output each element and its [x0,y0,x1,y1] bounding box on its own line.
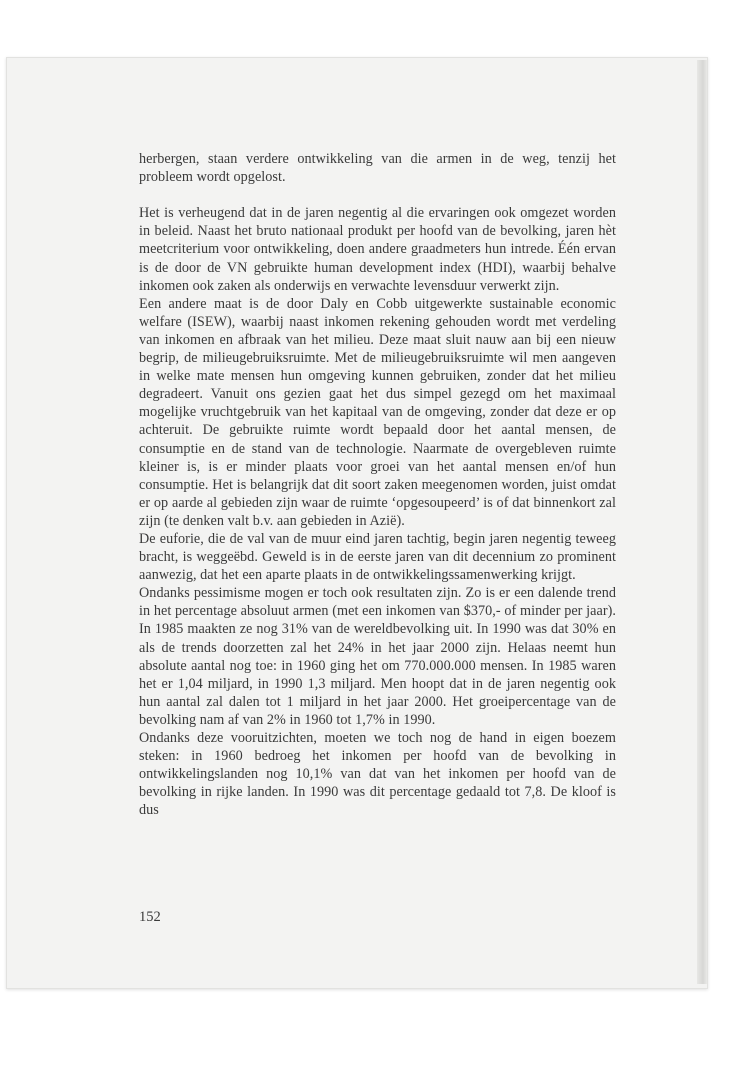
paragraph: De euforie, die de val van de muur eind jaren tachtig, begin jaren negentig teweeg bracht, is weggeëbd. Geweld is in de eerste jaren van dit decennium zo prominent aanwezig, dat het een aparte plaats in de ontwikkelingssamenwerking krijgt. [139,530,616,584]
page-edge [697,60,707,984]
paragraph: Ondanks deze vooruitzichten, moeten we toch nog de hand in eigen boezem steken: in 1960 bedroeg het inkomen per hoofd van de bevolking in ontwikkelingslanden nog 10,1% van dat van het inkomen per hoofd van de bevolking in rijke landen. In 1990 was dit percentage gedaald tot 7,8. De kloof is dus [139,730,616,819]
page-number: 152 [139,909,161,925]
body-text [139,150,616,819]
paragraph: herbergen, staan verdere ontwikkeling van die armen in de weg, tenzij het probleem wordt opgelost. [139,151,616,186]
paragraph: Ondanks pessimisme mogen er toch ook resultaten zijn. Zo is er een dalende trend in het percentage absoluut armen (met een inkomen van $370,- of minder per jaar). In 1985 maakten ze nog 31% van de wereldbevolking uit. In 1990 was dat 30% en als de trends doorzetten zal het 24% in het jaar 2000 zijn. Helaas neemt hun absolute aantal nog toe: in 1960 ging het om 770.000.000 mensen. In 1985 waren het er 1,04 miljard, in 1990 1,3 miljard. Men hoopt dat in de jaren negentig ook hun aantal zal dalen tot 1 miljard in het jaar 2000. Het groeipercentage van de bevolking nam af van 2% in 1960 tot 1,7% in 1990. [139,585,616,728]
paragraph: Een andere maat is de door Daly en Cobb uitgewerkte sustainable economic welfare (ISEW), waarbij naast inkomen rekening gehouden wordt met verdeling van inkomen en afbraak van het milieu. Deze maat sluit nauw aan bij een nieuw begrip, de milieugebruiksruimte. Met de milieugebruiksruimte wil men aangeven in welke mate mensen hun omgeving kunnen gebruiken, zonder dat het milieu degradeert. Vanuit ons gezien gaat het dus simpel gezegd om het maximaal mogelijke vruchtgebruik van het kapitaal van de omgeving, zonder dat deze er op achteruit. De gebruikte ruimte wordt bepaald door het aantal mensen, de consumptie en de stand van de technologie. Naarmate de overgebleven ruimte kleiner is, is er minder plaats voor groei van het aantal mensen en/of hun consumptie. Het is belangrijk dat dit soort zaken meegenomen worden, juist omdat er op aarde al gebieden zijn waar de ruimte ‘opgesoupeerd’ is of dat binnenkort zal zijn (te denken valt b.v. aan gebieden in Azië). [139,295,616,529]
paragraph: Het is verheugend dat in de jaren negentig al die ervaringen ook omgezet worden in beleid. Naast het bruto nationaal produkt per hoofd van de bevolking, jaren hèt meetcriterium voor ontwikkeling, doen andere graadmeters hun intrede. Één ervan is de door de VN gebruikte human development index (HDI), waarbij behalve inkomen ook zaken als onderwijs en verwachte levensduur verwerkt zijn. [139,205,616,294]
